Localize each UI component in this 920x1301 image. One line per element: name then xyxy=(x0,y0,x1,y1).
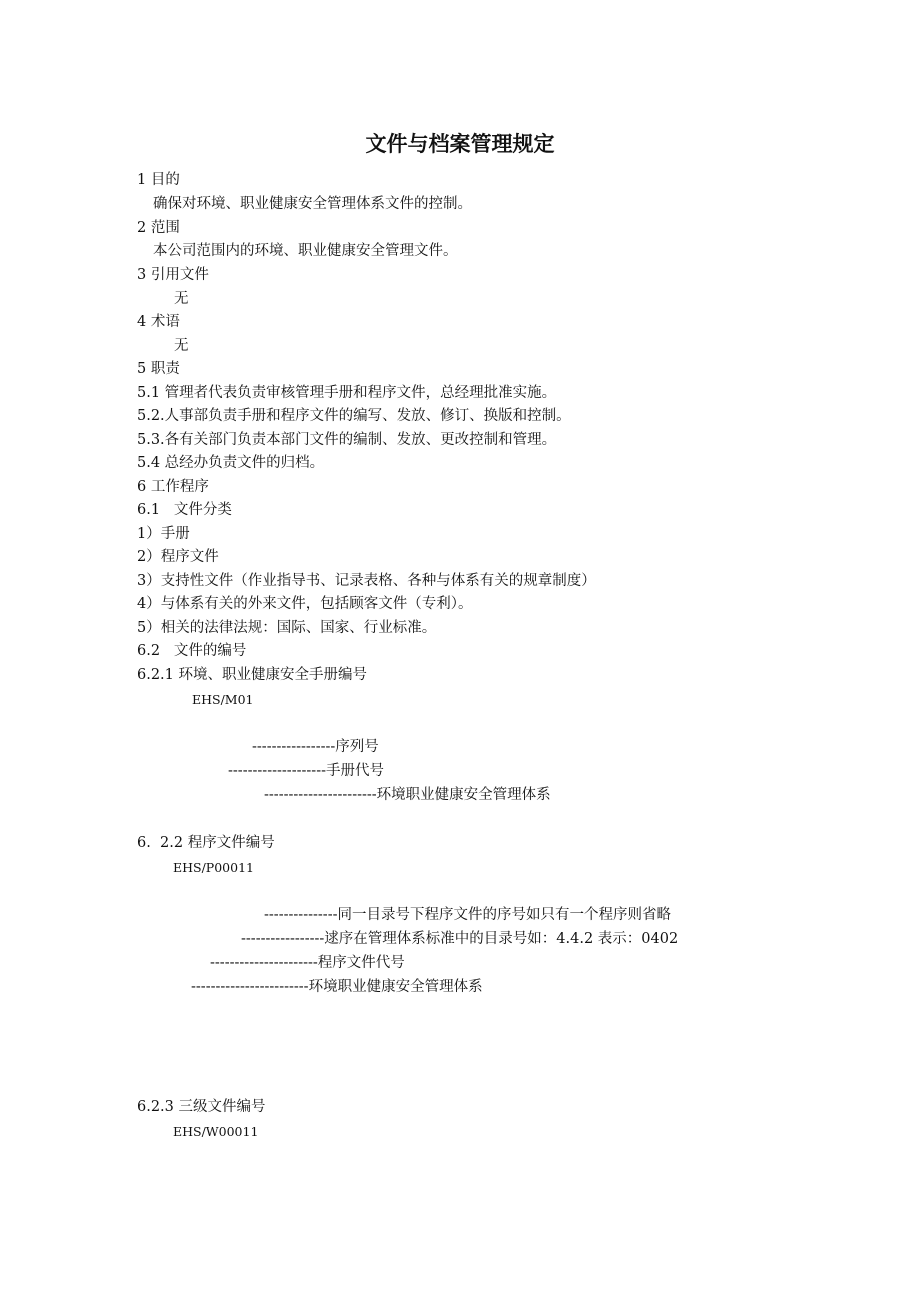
subsection-procedure-numbering: 6. 2.2 程序文件编号 xyxy=(137,835,275,851)
section-terms-body: 无 xyxy=(174,338,189,354)
manual-code-desc-system: -----------------------环境职业健康安全管理体系 xyxy=(264,787,551,803)
section-terms-heading: 4 术语 xyxy=(137,314,180,330)
section-references-body: 无 xyxy=(174,291,189,307)
section-purpose-heading: 1 目的 xyxy=(137,172,180,188)
list-item: 2）程序文件 xyxy=(137,549,219,565)
manual-code-desc-serial: -----------------序列号 xyxy=(252,739,379,755)
manual-code: EHS/M01 xyxy=(192,692,254,707)
section-scope-heading: 2 范围 xyxy=(137,220,180,236)
list-item: 4）与体系有关的外来文件，包括顾客文件（专利）。 xyxy=(137,596,473,612)
duty-item: 5.4 总经办负责文件的归档。 xyxy=(137,455,325,471)
subsection-manual-numbering: 6.2.1 环境、职业健康安全手册编号 xyxy=(137,667,368,683)
list-item: 3）支持性文件（作业指导书、记录表格、各种与体系有关的规章制度） xyxy=(137,573,596,589)
work-code: EHS/W00011 xyxy=(173,1124,259,1139)
list-item: 1）手册 xyxy=(137,526,190,542)
section-procedure-heading: 6 工作程序 xyxy=(137,479,209,495)
list-item: 5）相关的法律法规：国际、国家、行业标准。 xyxy=(137,620,437,636)
section-scope-body: 本公司范围内的环境、职业健康安全管理文件。 xyxy=(153,243,458,259)
page-title: 文件与档案管理规定 xyxy=(365,132,555,156)
procedure-code-desc-type: ----------------------程序文件代号 xyxy=(210,955,405,971)
section-purpose-body: 确保对环境、职业健康安全管理体系文件的控制。 xyxy=(153,196,472,212)
subsection-numbering: 6.2 文件的编号 xyxy=(137,643,247,659)
subsection-classification: 6.1 文件分类 xyxy=(137,502,232,518)
procedure-code-desc-catalog: -----------------逑序在管理体系标准中的目录号如：4.4.2 表示：0402 xyxy=(241,931,679,947)
manual-code-desc-manual: --------------------手册代号 xyxy=(228,763,384,779)
duty-item: 5.2.人事部负责手册和程序文件的编写、发放、修订、换版和控制。 xyxy=(137,408,571,424)
duty-item: 5.1 管理者代表负责审核管理手册和程序文件，总经理批准实施。 xyxy=(137,385,557,401)
duty-item: 5.3.各有关部门负责本部门文件的编制、发放、更改控制和管理。 xyxy=(137,432,557,448)
procedure-code-desc-system: ------------------------环境职业健康安全管理体系 xyxy=(191,979,483,995)
section-duties-heading: 5 职责 xyxy=(137,361,180,377)
procedure-code-desc-serial: ---------------同一目录号下程序文件的序号如只有一个程序则省略 xyxy=(264,907,671,923)
subsection-third-level-numbering: 6.2.3 三级文件编号 xyxy=(137,1099,266,1115)
section-references-heading: 3 引用文件 xyxy=(137,267,209,283)
procedure-code: EHS/P00011 xyxy=(173,860,254,875)
